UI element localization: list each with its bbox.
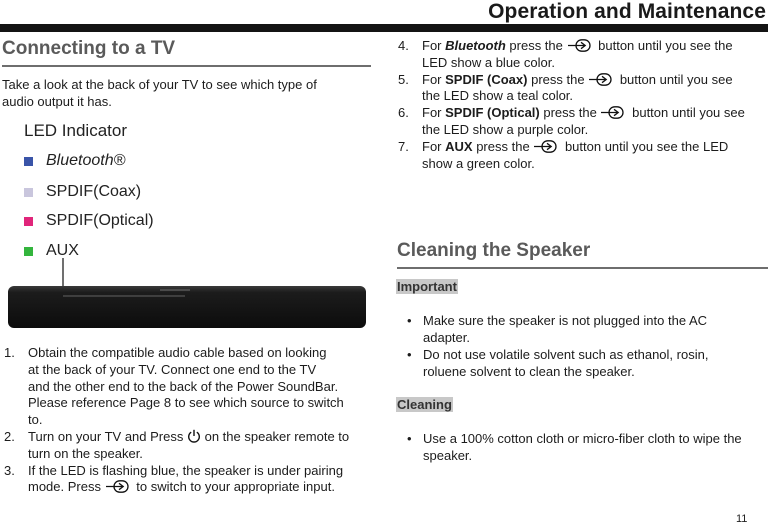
led-item-label: SPDIF(Optical) [46, 212, 154, 229]
step-6 [398, 105, 768, 139]
step-text: press the [543, 105, 597, 121]
input-source-icon [105, 480, 133, 493]
step-number: 5. [398, 71, 409, 87]
step-5 [398, 72, 768, 106]
step-text-line [422, 72, 768, 89]
step-number: 4. [398, 38, 409, 53]
input-selection-steps-list [398, 38, 768, 172]
step-1 [4, 345, 374, 429]
bullet: • [407, 313, 412, 328]
step-text-line: and the other end to the back of the Power SoundBar. [28, 378, 339, 394]
step-text-line: the LED show a purple color. [422, 121, 589, 137]
list-item-line: adapter. [423, 330, 470, 345]
step-text: button until you see [632, 105, 745, 121]
cleaning-label [396, 396, 453, 414]
step-number: 2. [4, 428, 15, 444]
led-item-bluetooth [24, 152, 125, 170]
step-text-line [28, 429, 374, 446]
input-name: Bluetooth [445, 38, 506, 53]
important-label-text: Important [397, 279, 457, 294]
step-text: press the [476, 138, 530, 154]
list-item [397, 312, 768, 346]
step-text: button until you see the [598, 38, 733, 53]
step-text-line: to. [28, 412, 43, 428]
bullet: • [407, 347, 412, 362]
bullet: • [407, 431, 412, 446]
step-text: For [422, 38, 442, 53]
page-header-title: Operation and Maintenance [488, 0, 766, 23]
step-text-line: Obtain the compatible audio cable based on looking [28, 345, 327, 360]
list-item-line: roluene solvent to clean the speaker. [423, 364, 635, 379]
step-3 [4, 463, 374, 497]
led-item-label: AUX [46, 242, 79, 259]
step-text: to switch to your appropriate input. [136, 479, 335, 495]
page-number: 11 [736, 513, 748, 525]
cleaning-list [397, 430, 768, 464]
led-item-spdif-optical [24, 212, 154, 230]
cleaning-label-text: Cleaning [397, 397, 452, 412]
connection-steps-list [4, 345, 374, 496]
led-color-swatch [24, 247, 33, 256]
section-heading-cleaning: Cleaning the Speaker [397, 240, 591, 261]
step-text: button until you see the LED [564, 138, 729, 154]
step-text: on the speaker remote to [204, 428, 350, 444]
input-name: SPDIF (Coax) [445, 71, 528, 87]
step-number: 6. [398, 105, 409, 121]
step-number: 3. [4, 462, 15, 478]
input-source-icon [588, 73, 616, 86]
step-text: mode. Press [28, 479, 101, 495]
input-name: SPDIF (Optical) [445, 105, 540, 121]
list-item-line: Use a 100% cotton cloth or micro-fiber cloth to wipe the [423, 431, 742, 446]
step-text-line [422, 139, 768, 156]
intro-paragraph [2, 76, 372, 110]
step-number: 1. [4, 345, 15, 360]
list-item [397, 346, 768, 380]
led-color-swatch [24, 217, 33, 226]
step-text-line: show a green color. [422, 155, 535, 171]
step-2 [4, 429, 374, 463]
list-item [397, 430, 768, 464]
step-text: Turn on your TV and Press [28, 428, 184, 444]
step-text: button until you see [619, 71, 733, 87]
step-text: press the [531, 71, 585, 87]
step-text: For [422, 71, 442, 87]
input-source-icon [533, 140, 561, 153]
step-text-line: LED show a blue color. [422, 54, 555, 70]
intro-line: Take a look at the back of your TV to see which type of [2, 77, 317, 92]
intro-line: audio output it has. [2, 94, 112, 109]
list-item-line: Make sure the speaker is not plugged into the AC [423, 313, 708, 328]
step-text-line: If the LED is flashing blue, the speaker is under pairing [28, 462, 344, 478]
header-bar [0, 24, 768, 32]
led-item-label: Bluetooth® [46, 152, 126, 169]
important-list [397, 312, 768, 380]
step-text-line: Please reference Page 8 to see which source to switch [28, 395, 344, 411]
input-source-icon [600, 106, 628, 119]
led-indicator-legend [24, 121, 224, 271]
step-text: For [422, 138, 442, 154]
list-item-line: speaker. [423, 448, 473, 463]
led-color-swatch [24, 188, 33, 197]
section-rule [397, 267, 768, 269]
soundbar-illustration [0, 258, 372, 333]
step-7 [398, 139, 768, 173]
step-text-line [422, 38, 768, 55]
input-source-icon [567, 39, 595, 52]
led-color-swatch [24, 157, 33, 166]
led-item-label: SPDIF(Coax) [46, 183, 142, 200]
step-number: 7. [398, 138, 409, 154]
step-text-line [28, 479, 374, 496]
input-name: AUX [445, 138, 473, 154]
step-text: For [422, 105, 442, 121]
step-text-line: the LED show a teal color. [422, 88, 574, 104]
section-heading-connecting: Connecting to a TV [2, 38, 176, 59]
step-4 [398, 38, 768, 72]
important-label [396, 278, 458, 296]
step-text-line: at the back of your TV. Connect one end to the TV [28, 361, 317, 377]
step-text-line: turn on the speaker. [28, 445, 143, 461]
step-text-line [422, 105, 768, 122]
led-indicator-title: LED Indicator [24, 121, 127, 140]
step-text: press the [509, 38, 563, 53]
list-item-line: Do not use volatile solvent such as ethanol, rosin, [423, 347, 709, 362]
power-icon [187, 429, 201, 443]
section-rule [2, 65, 371, 67]
led-item-spdif-coax [24, 183, 141, 201]
